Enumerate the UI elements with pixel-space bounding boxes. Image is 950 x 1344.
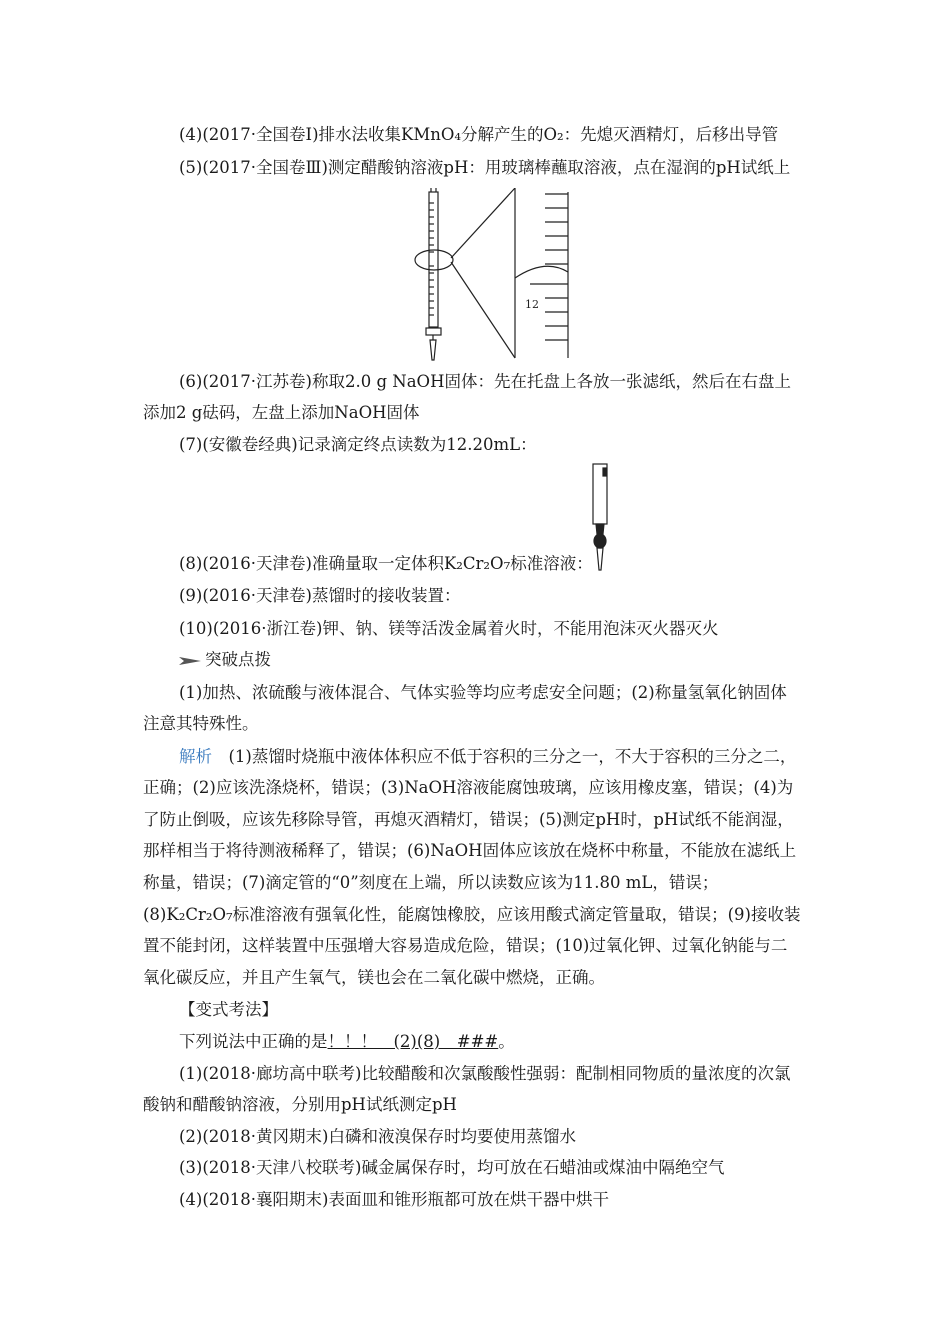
variant-question (179, 1031, 515, 1053)
item-10: (10)(2016·浙江卷)钾、钠、镁等活泼金属着火时，不能用泡沫灭火器灭火 (179, 619, 719, 638)
item-6-line2: 添加2 g砝码，左盘上添加NaOH固体 (143, 403, 420, 422)
analysis-line1 (179, 746, 796, 768)
variant-option-3: (3)(2018·天津八校联考)碱金属保存时，均可放在石蜡油或煤油中隔绝空气 (179, 1158, 725, 1177)
item-4: (4)(2017·全国卷Ⅰ)排水法收集KMnO₄分解产生的O₂：先熄灭酒精灯，后移出导管 (179, 125, 779, 144)
variant-question-suffix: 。 (498, 1032, 515, 1051)
variant-answer-blank: ！！！ (2)(8) ### (327, 1032, 499, 1051)
analysis-label: 解析 (179, 747, 212, 766)
analysis-line4: 那样相当于将待测液稀释了，错误；(6)NaOH固体应该放在烧杯中称量，不能放在滤纸上 (143, 841, 797, 860)
analysis-line7: 置不能封闭，这样装置中压强增大容易造成危险，错误；(10)过氧化钾、过氧化钠能与二 (143, 936, 788, 955)
analysis-line3: 了防止倒吸，应该先移除导管，再熄灭酒精灯，错误；(5)测定pH时，pH试纸不能润湿， (143, 810, 794, 829)
variant-option-1-line2: 酸钠和醋酸钠溶液，分别用pH试纸测定pH (143, 1095, 457, 1114)
tips-heading (179, 649, 271, 671)
item-9: (9)(2016·天津卷)蒸馏时的接收装置： (179, 586, 461, 605)
tips-line2: 注意其特殊性。 (143, 714, 259, 733)
variant-question-prefix: 下列说法中正确的是 (179, 1032, 328, 1051)
tips-line1: (1)加热、浓硫酸与液体混合、气体实验等均应考虑安全问题；(2)称量氢氧化钠固体 (179, 683, 787, 702)
analysis-line8: 氧化碳反应，并且产生氧气，镁也会在二氧化碳中燃烧，正确。 (143, 968, 605, 987)
arrow-marker-icon (179, 655, 201, 667)
variant-option-2: (2)(2018·黄冈期末)白磷和液溴保存时均要使用蒸馏水 (179, 1127, 576, 1146)
variant-option-4: (4)(2018·襄阳期末)表面皿和锥形瓶都可放在烘干器中烘干 (179, 1190, 609, 1209)
item-7: (7)(安徽卷经典)记录滴定终点读数为12.20mL： (179, 435, 537, 454)
burette-magnified-figure (405, 188, 590, 363)
tips-heading-text: 突破点拨 (205, 650, 271, 669)
scale-label: 12 (525, 298, 539, 311)
item-5: (5)(2017·全国卷Ⅲ)测定醋酸钠溶液pH：用玻璃棒蘸取溶液，点在湿润的pH试纸上 (179, 158, 791, 177)
variant-heading: 【变式考法】 (179, 1000, 278, 1019)
analysis-line2: 正确；(2)应该洗涤烧杯，错误；(3)NaOH溶液能腐蚀玻璃，应该用橡皮塞，错误；(4)为 (143, 778, 794, 797)
variant-option-1-line1: (1)(2018·廊坊高中联考)比较醋酸和次氯酸酸性强弱：配制相同物质的量浓度的次氯 (179, 1064, 791, 1083)
item-6-line1: (6)(2017·江苏卷)称取2.0 g NaOH固体：先在托盘上各放一张滤纸，然后在右盘上 (179, 372, 791, 391)
analysis-text-1: (1)蒸馏时烧瓶中液体体积应不低于容积的三分之一，不大于容积的三分之二， (228, 747, 797, 766)
analysis-line5: 称量，错误；(7)滴定管的“0”刻度在上端，所以读数应该为11.80 mL，错误； (143, 873, 719, 892)
analysis-line6: (8)K₂Cr₂O₇标准溶液有强氧化性，能腐蚀橡胶，应该用酸式滴定管量取，错误；(9)接收装 (143, 905, 801, 924)
item-8: (8)(2016·天津卷)准确量取一定体积K₂Cr₂O₇标准溶液： (179, 554, 593, 573)
